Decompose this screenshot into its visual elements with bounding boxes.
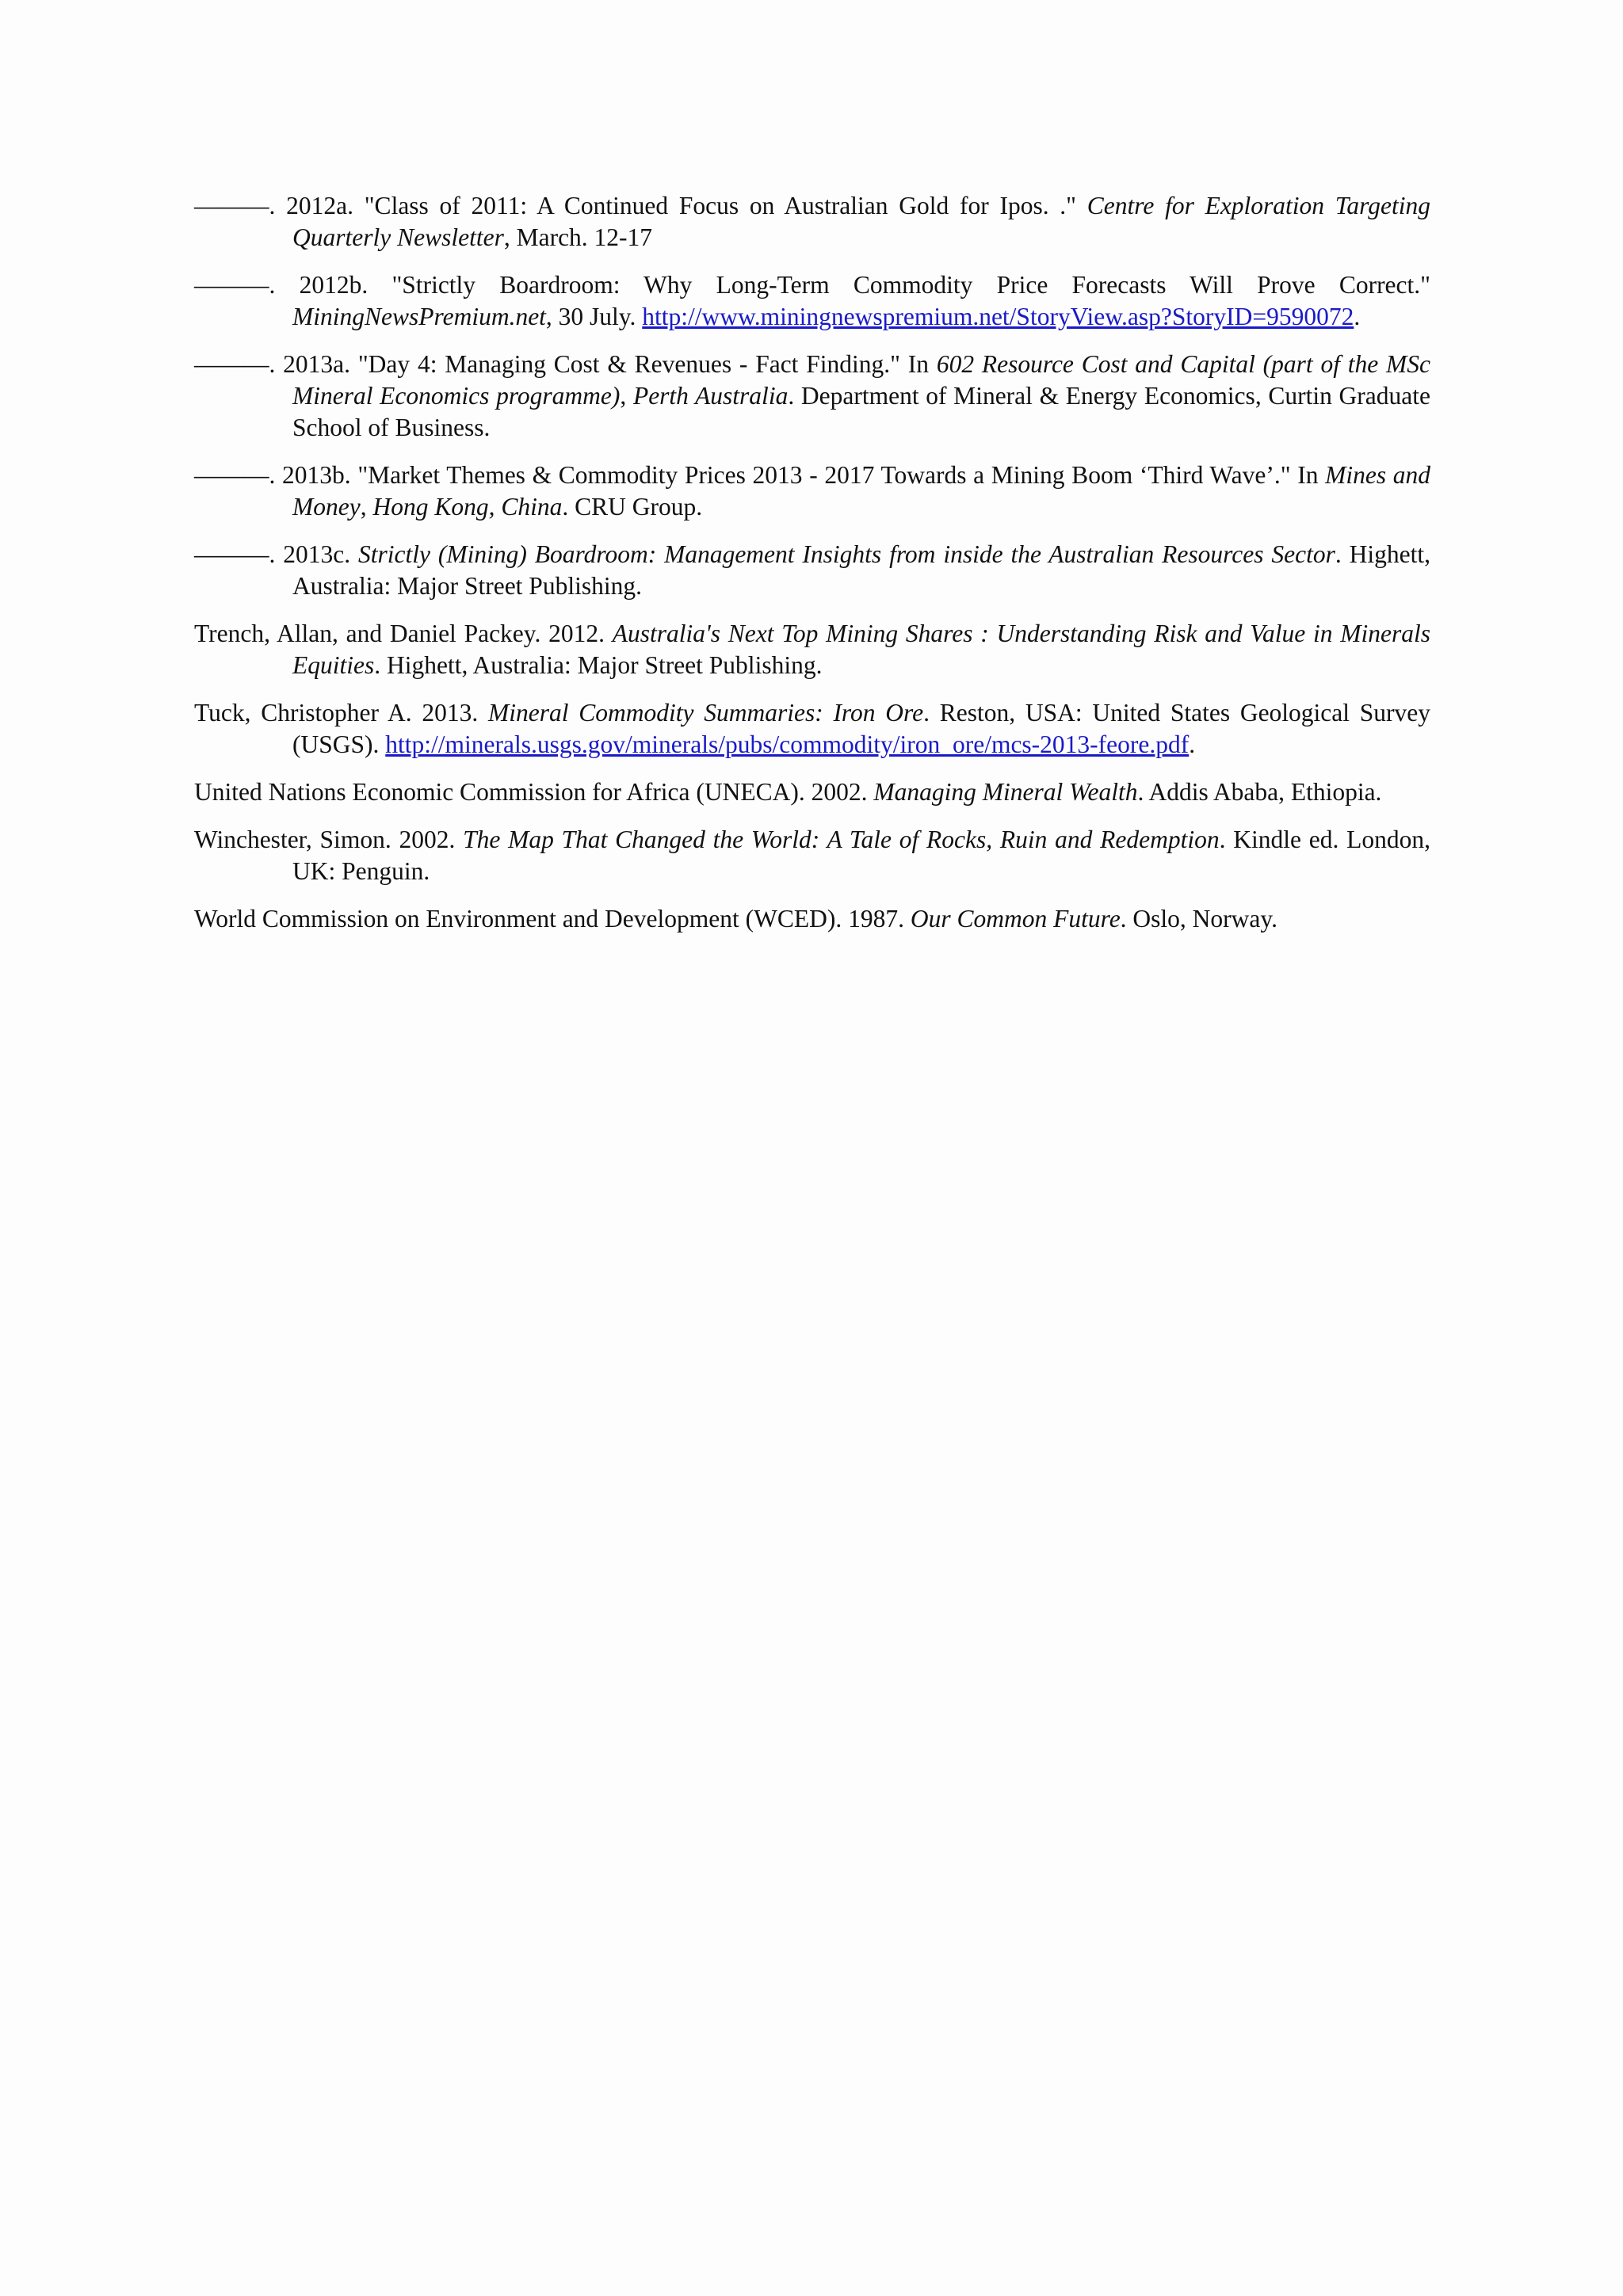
reference-details: 2012b. "Strictly Boardroom: Why Long-Term Commodity Price Forecasts Will Prove Correct." <box>275 271 1430 299</box>
reference-author: Winchester, Simon. <box>194 826 391 853</box>
reference-author: Trench, Allan, and Daniel Packey. <box>194 620 541 647</box>
reference-details: , <box>620 382 633 410</box>
reference-title: Perth Australia <box>632 382 789 410</box>
reference-details: . Department of Mineral & Energy Economics, Curtin Graduate School of Business. <box>292 382 1430 441</box>
reference-entry <box>194 618 1430 681</box>
reference-details: . Highett, Australia: Major Street Publishing. <box>292 540 1430 600</box>
reference-details: 2013b. "Market Themes & Commodity Prices 2013 - 2017 Towards a Mining Boom ‘Third Wave’." In <box>275 461 1326 489</box>
reference-entry <box>194 460 1430 523</box>
reference-entry <box>194 697 1430 761</box>
reference-details: , <box>360 493 373 521</box>
reference-title: MiningNewsPremium.net <box>292 303 546 330</box>
reference-title: Managing Mineral Wealth <box>873 778 1138 806</box>
reference-details: 2002. <box>391 826 464 853</box>
reference-details: . CRU Group. <box>562 493 703 521</box>
reference-entry <box>194 349 1430 444</box>
reference-details: 1987. <box>842 905 911 933</box>
reference-details: . Kindle ed. London, UK: Penguin. <box>292 826 1430 885</box>
reference-details: . Highett, Australia: Major Street Publishing. <box>374 651 823 679</box>
reference-details: , March. 12-17 <box>503 223 653 251</box>
reference-author: United Nations Economic Commission for Africa (UNECA). <box>194 778 805 806</box>
reference-details: 2013a. "Day 4: Managing Cost & Revenues - Fact Finding." In <box>275 350 937 378</box>
reference-details: . Oslo, Norway. <box>1120 905 1277 933</box>
reference-entry <box>194 269 1430 333</box>
reference-entry <box>194 776 1430 808</box>
reference-title: Mines and Money <box>292 461 1430 521</box>
reference-title: Our Common Future <box>910 905 1121 933</box>
reference-title: 602 Resource Cost and Capital (part of the MSc Mineral Economics programme) <box>292 350 1430 410</box>
reference-author: ———. <box>194 350 276 378</box>
reference-details: 2012a. "Class of 2011: A Continued Focus on Australian Gold for Ipos. ." <box>275 192 1087 219</box>
reference-author: ———. <box>194 461 276 489</box>
reference-details: . Addis Ababa, Ethiopia. <box>1137 778 1382 806</box>
reference-author: Tuck, Christopher A. <box>194 699 412 727</box>
reference-details: . <box>1189 730 1196 758</box>
reference-entry <box>194 824 1430 887</box>
reference-author: ———. <box>194 271 276 299</box>
reference-details: . <box>1354 303 1361 330</box>
reference-link[interactable]: http://minerals.usgs.gov/minerals/pubs/commodity/iron_ore/mcs-2013-feore.pdf <box>385 730 1190 758</box>
reference-author: ———. <box>194 540 276 568</box>
reference-details: 2013c. <box>275 540 359 568</box>
reference-details: . Reston, USA: United States Geological Survey (USGS). <box>292 699 1431 758</box>
reference-author: ———. <box>194 192 276 219</box>
reference-title: Strictly (Mining) Boardroom: Management Insights from inside the Australian Resources Sector <box>358 540 1335 568</box>
reference-title: Mineral Commodity Summaries: Iron Ore <box>487 699 924 727</box>
reference-details: 2012. <box>540 620 613 647</box>
reference-title: Australia's Next Top Mining Shares : Understanding Risk and Value in Minerals Equities <box>292 620 1430 679</box>
reference-title: Centre for Exploration Targeting Quarterly Newsletter <box>292 192 1430 251</box>
reference-link[interactable]: http://www.miningnewspremium.net/StoryView.asp?StoryID=9590072 <box>642 303 1354 330</box>
reference-title: The Map That Changed the World: A Tale of Rocks, Ruin and Redemption <box>463 826 1220 853</box>
reference-entry <box>194 903 1430 935</box>
reference-entry <box>194 190 1430 254</box>
reference-author: World Commission on Environment and Development (WCED). <box>194 905 842 933</box>
reference-entry <box>194 539 1430 602</box>
reference-list <box>194 190 1430 951</box>
reference-title: Hong Kong, China <box>372 493 563 521</box>
reference-details: , 30 July. <box>545 303 643 330</box>
reference-details: 2002. <box>804 778 874 806</box>
reference-details: 2013. <box>411 699 488 727</box>
